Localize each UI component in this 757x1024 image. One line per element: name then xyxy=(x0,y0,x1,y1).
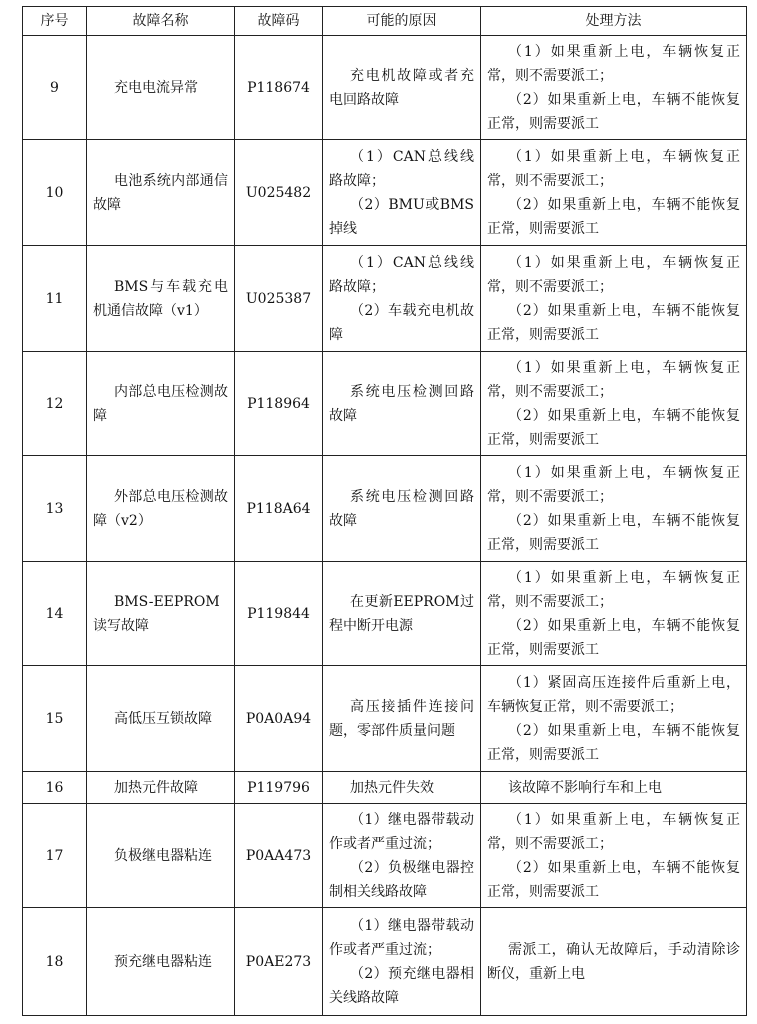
fault-code: U025387 xyxy=(235,246,323,352)
header-fault-name: 故障名称 xyxy=(87,7,235,36)
solution-line: （1）如果重新上电，车辆恢复正常，则不需要派工； xyxy=(487,464,740,505)
solution-cell xyxy=(481,562,747,666)
row-number: 15 xyxy=(23,666,87,772)
solution-line: （1）如果重新上电，车辆恢复正常，则不需要派工； xyxy=(487,811,740,852)
table-row xyxy=(23,140,747,246)
solution-line: （1）如果重新上电，车辆恢复正常，则不需要派工； xyxy=(487,148,740,189)
cause-line: 加热元件失效 xyxy=(350,779,434,796)
fault-name-cell xyxy=(87,772,235,804)
row-number: 18 xyxy=(23,908,87,1016)
fault-name: 负极继电器粘连 xyxy=(114,847,212,864)
solution-cell xyxy=(481,772,747,804)
cause-line: 在更新EEPROM过程中断开电源 xyxy=(329,593,474,634)
fault-code: P118A64 xyxy=(235,456,323,562)
table-row xyxy=(23,246,747,352)
fault-code: P0AE273 xyxy=(235,908,323,1016)
cause-cell xyxy=(323,804,481,908)
cause-line: （1）CAN总线线路故障； xyxy=(329,148,474,189)
solution-cell xyxy=(481,666,747,772)
table-row xyxy=(23,352,747,456)
solution-line: （1）如果重新上电，车辆恢复正常，则不需要派工； xyxy=(487,359,740,400)
solution-line: 需派工，确认无故障后，手动清除诊断仪，重新上电 xyxy=(487,941,740,982)
table-body xyxy=(23,36,747,1016)
cause-line: 系统电压检测回路故障 xyxy=(329,488,474,529)
fault-code: P119796 xyxy=(235,772,323,804)
fault-code: P118964 xyxy=(235,352,323,456)
cause-cell xyxy=(323,666,481,772)
fault-name-cell xyxy=(87,562,235,666)
solution-line: （2）如果重新上电，车辆不能恢复正常，则需要派工 xyxy=(487,91,740,132)
fault-name-cell xyxy=(87,246,235,352)
solution-cell xyxy=(481,140,747,246)
solution-line: （2）如果重新上电，车辆不能恢复正常，则需要派工 xyxy=(487,617,740,658)
fault-name: BMS-EEPROM读写故障 xyxy=(93,593,220,634)
row-number: 13 xyxy=(23,456,87,562)
fault-name: 内部总电压检测故障 xyxy=(93,383,228,424)
solution-cell xyxy=(481,246,747,352)
table-row xyxy=(23,772,747,804)
fault-name-cell xyxy=(87,804,235,908)
cause-line: （2）BMU或BMS掉线 xyxy=(329,196,474,237)
solution-cell xyxy=(481,908,747,1016)
fault-name: 预充继电器粘连 xyxy=(114,953,212,970)
solution-line: （2）如果重新上电，车辆不能恢复正常，则需要派工 xyxy=(487,859,740,900)
solution-line: （2）如果重新上电，车辆不能恢复正常，则需要派工 xyxy=(487,512,740,553)
cause-cell xyxy=(323,352,481,456)
fault-code: P118674 xyxy=(235,36,323,140)
cause-line: 高压接插件连接问题，零部件质量问题 xyxy=(329,698,474,739)
fault-name-cell xyxy=(87,456,235,562)
solution-line: （2）如果重新上电，车辆不能恢复正常，则需要派工 xyxy=(487,407,740,448)
cause-line: （2）预充继电器相关线路故障 xyxy=(329,965,474,1006)
table-row xyxy=(23,456,747,562)
fault-name-cell xyxy=(87,352,235,456)
fault-name: 加热元件故障 xyxy=(114,779,198,796)
fault-name-cell xyxy=(87,140,235,246)
solution-line: （2）如果重新上电，车辆不能恢复正常，则需要派工 xyxy=(487,302,740,343)
table-row xyxy=(23,666,747,772)
fault-name: 充电电流异常 xyxy=(114,79,198,96)
cause-line: （2）车载充电机故障 xyxy=(329,302,474,343)
solution-line: 该故障不影响行车和上电 xyxy=(508,779,662,796)
table-row xyxy=(23,36,747,140)
cause-cell xyxy=(323,456,481,562)
cause-line: （1）继电器带载动作或者严重过流； xyxy=(329,811,474,852)
cause-cell xyxy=(323,908,481,1016)
row-number: 11 xyxy=(23,246,87,352)
cause-cell xyxy=(323,140,481,246)
solution-line: （1）如果重新上电，车辆恢复正常，则不需要派工； xyxy=(487,569,740,610)
header-fault-code: 故障码 xyxy=(235,7,323,36)
fault-code: P119844 xyxy=(235,562,323,666)
solution-line: （1）如果重新上电，车辆恢复正常，则不需要派工； xyxy=(487,43,740,84)
cause-line: （1）CAN总线线路故障； xyxy=(329,254,474,295)
solution-cell xyxy=(481,804,747,908)
table-row xyxy=(23,908,747,1016)
cause-cell xyxy=(323,246,481,352)
cause-line: 系统电压检测回路故障 xyxy=(329,383,474,424)
header-solution: 处理方法 xyxy=(481,7,747,36)
cause-cell xyxy=(323,36,481,140)
cause-cell xyxy=(323,772,481,804)
fault-name: 外部总电压检测故障（v2） xyxy=(93,488,228,529)
solution-line: （1）如果重新上电，车辆恢复正常，则不需要派工； xyxy=(487,254,740,295)
fault-name-cell xyxy=(87,666,235,772)
solution-line: （2）如果重新上电，车辆不能恢复正常，则需要派工 xyxy=(487,196,740,237)
solution-line: （1）紧固高压连接件后重新上电，车辆恢复正常，则不需要派工； xyxy=(487,674,740,715)
cause-line: （2）负极继电器控制相关线路故障 xyxy=(329,859,474,900)
header-no: 序号 xyxy=(23,7,87,36)
fault-name: 高低压互锁故障 xyxy=(114,710,212,727)
solution-cell xyxy=(481,456,747,562)
solution-cell xyxy=(481,36,747,140)
table-row xyxy=(23,562,747,666)
fault-code: P0AA473 xyxy=(235,804,323,908)
row-number: 16 xyxy=(23,772,87,804)
solution-cell xyxy=(481,352,747,456)
cause-cell xyxy=(323,562,481,666)
fault-name: 电池系统内部通信故障 xyxy=(93,172,228,213)
cause-line: （1）继电器带载动作或者严重过流； xyxy=(329,917,474,958)
row-number: 9 xyxy=(23,36,87,140)
row-number: 12 xyxy=(23,352,87,456)
solution-line: （2）如果重新上电，车辆不能恢复正常，则需要派工 xyxy=(487,722,740,763)
fault-code-table xyxy=(22,6,747,1016)
row-number: 17 xyxy=(23,804,87,908)
fault-code: P0A0A94 xyxy=(235,666,323,772)
fault-code: U025482 xyxy=(235,140,323,246)
header-cause: 可能的原因 xyxy=(323,7,481,36)
fault-name-cell xyxy=(87,908,235,1016)
table-header-row xyxy=(23,7,747,36)
fault-name-cell xyxy=(87,36,235,140)
row-number: 10 xyxy=(23,140,87,246)
fault-name: BMS与车载充电机通信故障（v1） xyxy=(93,278,228,319)
cause-line: 充电机故障或者充电回路故障 xyxy=(329,67,474,108)
table-row xyxy=(23,804,747,908)
row-number: 14 xyxy=(23,562,87,666)
